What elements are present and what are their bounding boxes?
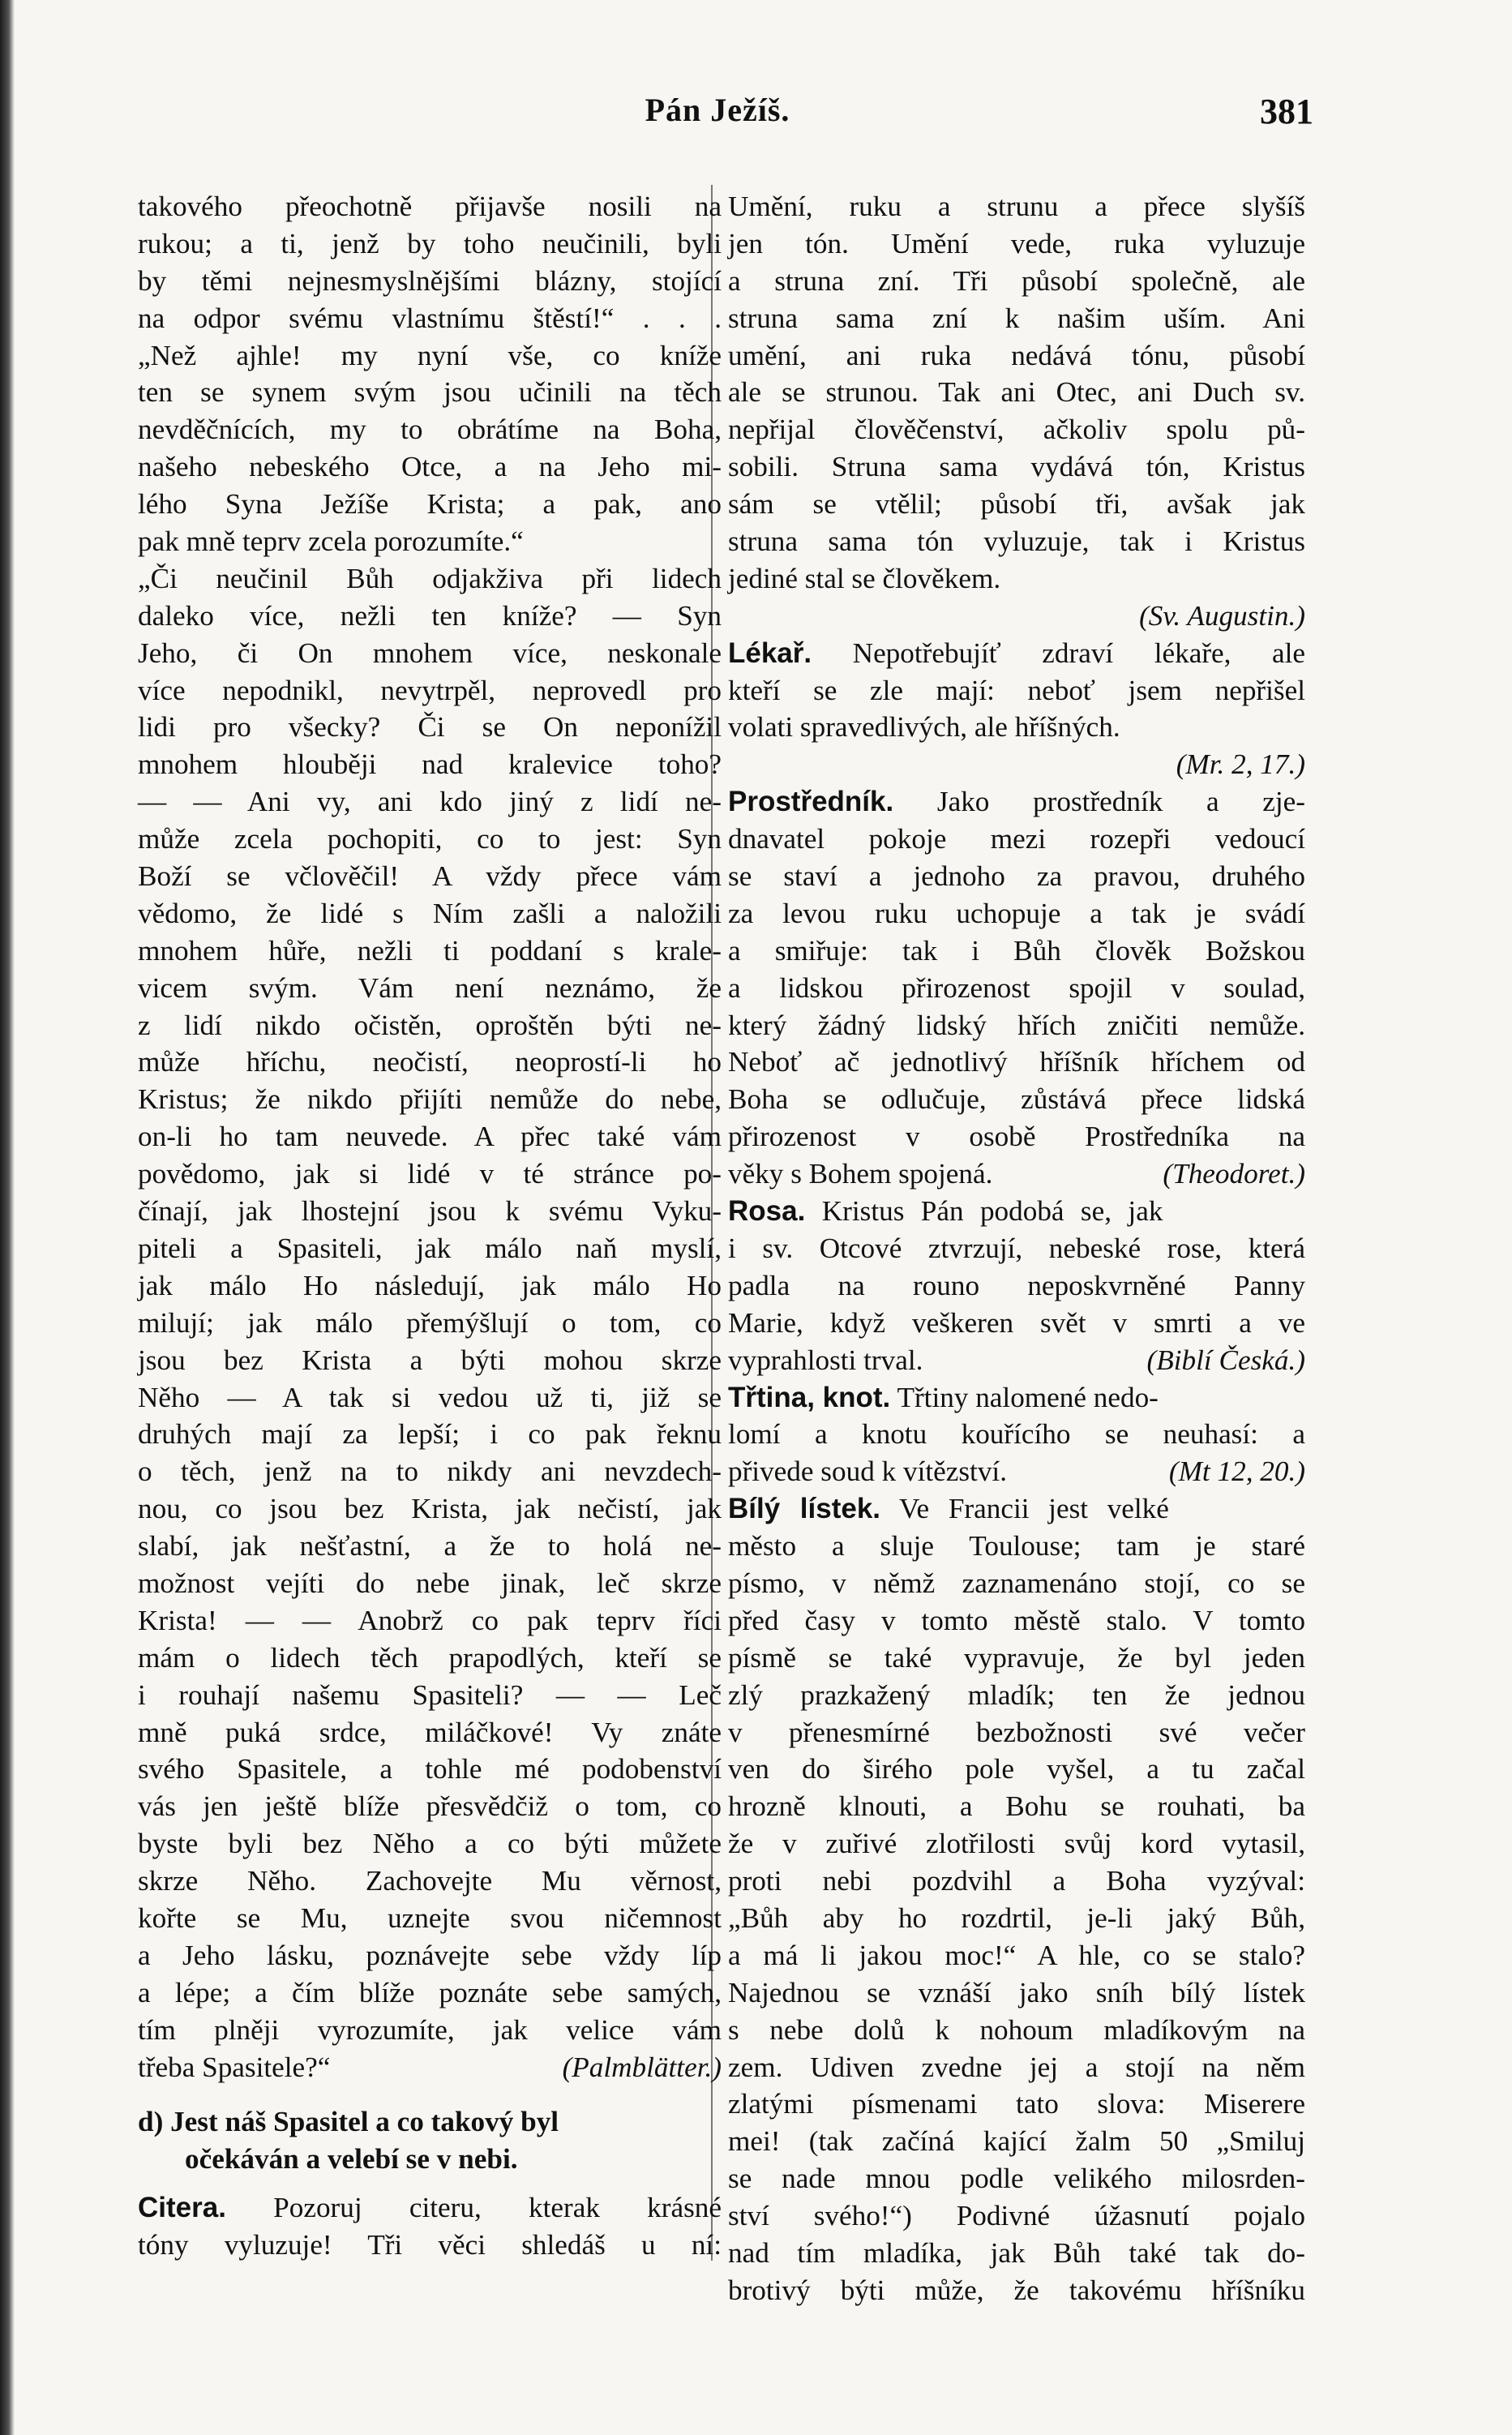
running-title: Pán Ježíš.	[645, 92, 790, 128]
page-edge	[0, 0, 15, 2435]
text-line: sám se vtělil; působí tři, avšak jak	[728, 488, 1305, 521]
citation: (Mt 12, 20.)	[1168, 1455, 1305, 1488]
left-line: čínají, jak lhostejní jsou k svému Vyku-	[138, 1195, 722, 1228]
trtina-first-line	[728, 1379, 1305, 1417]
rosa-term: Rosa.	[728, 1195, 806, 1228]
left-line: Jeho, či On mnohem více, neskonale	[138, 637, 722, 669]
umeni-citation	[728, 598, 1305, 635]
left-line: takového přeochotně přijavše nosili na	[138, 191, 722, 222]
left-line: skrze Něho. Zachovejte Mu věrnost,	[138, 1865, 722, 1897]
left-line: daleko více, nežli ten kníže? — Syn	[138, 599, 722, 632]
left-line: lidi pro všecky? Či se On neponížil	[138, 711, 722, 744]
left-line: byste byli bez Něho a co býti můžete	[138, 1828, 722, 1860]
entry-rosa	[728, 1230, 1305, 1379]
text-line: zlý prazkažený mladík; ten že jednou	[728, 1678, 1305, 1711]
left-line: mnohem hůře, nežli ti poddaní s krale-	[138, 934, 722, 967]
entry-lekar	[728, 672, 1305, 747]
citation: (Biblí Česká.)	[1146, 1344, 1305, 1376]
citation: (Theodoret.)	[1163, 1158, 1305, 1190]
left-line: Něho — A tak si vedou už ti, již se	[138, 1381, 722, 1413]
text-line: Najednou se vznáší jako sníh bílý lístek	[728, 1976, 1305, 2008]
left-line: povědomo, jak si lidé v té stránce po-	[138, 1158, 722, 1190]
listek-first-line	[728, 1490, 1305, 1528]
text-line: ale se strunou. Tak ani Otec, ani Duch sv.	[728, 376, 1305, 409]
text-line: ství svého!“) Podivné úžasnutí pojalo	[728, 2200, 1305, 2232]
left-line: druhých mají za lepší; i co pak řeknu	[138, 1418, 722, 1451]
left-line: i rouhají našemu Spasiteli? — — Leč	[138, 1678, 722, 1711]
right-column	[728, 188, 1305, 2309]
text-line: se nade mnou podle velikého milosrden-	[728, 2163, 1305, 2195]
citera-text: Pozoruj citeru, kterak krásné	[273, 2192, 722, 2224]
text-line: padla na rouno neposkvrněné Panny	[728, 1269, 1305, 1301]
citera-term: Citera.	[138, 2192, 226, 2224]
text-line: volati spravedlivých, ale hříšných.	[728, 711, 1120, 744]
text-line: písmo, v němž zaznamenáno stojí, co se	[728, 1567, 1305, 1599]
spacer	[138, 2086, 722, 2103]
text-line	[728, 1342, 1305, 1379]
left-line: pak mně teprv zcela porozumíte.“	[138, 525, 524, 558]
text-line: město a sluje Toulouse; tam je staré	[728, 1530, 1305, 1563]
text-line: zlatými písmenami tato slova: Miserere	[728, 2088, 1305, 2120]
text-line: a struna zní. Tři působí společně, ale	[728, 264, 1305, 297]
left-line: by těmi nejnesmyslnějšími blázny, stojící	[138, 264, 722, 297]
left-line: Boží se včlověčil! A vždy přece vám	[138, 860, 722, 893]
text-line: sobili. Struna sama vydává tón, Kristus	[728, 451, 1305, 483]
text-line-content: přivede soud k vítězství.	[728, 1455, 1007, 1488]
text-line: za levou ruku uchopuje a tak je svádí	[728, 897, 1305, 929]
left-citation: (Palmblätter.)	[562, 2051, 722, 2083]
left-line: slabí, jak nešťastní, a že to holá ne-	[138, 1530, 722, 1563]
text-line: lomí a knotu kouřícího se neuhasí: a	[728, 1418, 1305, 1451]
citera-line-2: tóny vyluzuje! Tři věci shledáš u ní:	[138, 2229, 722, 2261]
text-line: se staví a jednoho za pravou, druhého	[728, 860, 1305, 893]
text-line: jen tón. Umění vede, ruka vyluzuje	[728, 227, 1305, 259]
left-line: Krista! — — Anobrž co pak teprv říci	[138, 1604, 722, 1636]
left-line: našeho nebeského Otce, a na Jeho mi-	[138, 451, 722, 483]
rosa-first-line	[728, 1193, 1305, 1230]
left-line: ten se synem svým jsou učinili na těch	[138, 376, 722, 409]
entry-prostrednik	[728, 821, 1305, 1193]
left-line: více nepodnikl, nevytrpěl, neprovedl pro	[138, 674, 722, 706]
left-line: a lépe; a čím blíže poznáte sebe samých,	[138, 1976, 722, 2008]
text-line: který žádný lidský hřích zničiti nemůže.	[728, 1009, 1305, 1041]
trtina-first-text: Třtiny nalomené nedo-	[897, 1381, 1159, 1413]
text-line: ven do širého pole vyšel, a tu začal	[728, 1753, 1305, 1786]
text-line: v přenesmírné bezbožnosti své večer	[728, 1716, 1305, 1748]
entry-umeni	[728, 188, 1305, 598]
text-line: Marie, když veškeren svět v smrti a ve	[728, 1306, 1305, 1339]
left-line: mně puká srdce, miláčkové! Vy znáte	[138, 1716, 722, 1748]
rosa-first-text: Kristus Pán podobá se, jak	[821, 1195, 1163, 1228]
left-line: svého Spasitele, a tohle mé podobenství	[138, 1753, 722, 1786]
text-line: a má li jakou moc!“ A hle, co se stalo?	[728, 1939, 1305, 1971]
left-line: vědomo, že lidé s Ním zašli a naložili	[138, 897, 722, 929]
left-line: možnost vejíti do nebe jinak, leč skrze	[138, 1567, 722, 1599]
listek-term: Bílý lístek.	[728, 1493, 881, 1525]
left-line: může zcela pochopiti, co to jest: Syn	[138, 823, 722, 855]
left-text-block	[138, 188, 722, 2049]
spacer	[138, 2178, 722, 2189]
text-line	[728, 1453, 1305, 1490]
text-line: že v zuřivé zlotřilosti svůj kord vytasil,	[728, 1828, 1305, 1860]
text-line: a lidskou přirozenost spojil v soulad,	[728, 971, 1305, 1004]
left-line: o těch, jenž na to nikdy ani nevzdech-	[138, 1455, 722, 1488]
text-line: umění, ani ruka nedává tónu, působí	[728, 339, 1305, 371]
left-line: nou, co jsou bez Krista, jak nečistí, jak	[138, 1493, 722, 1525]
lekar-first-text: Nepotřebujíť zdraví lékaře, ale	[852, 637, 1305, 669]
page-number: 381	[1260, 92, 1313, 131]
left-line: a Jeho lásku, poznávejte sebe vždy líp	[138, 1939, 722, 1971]
text-line: i sv. Otcové ztvrzují, nebeské rose, která	[728, 1232, 1305, 1264]
text-line: jediné stal se člověkem.	[728, 562, 1001, 594]
left-line: milují; jak málo přemýšlují o tom, co	[138, 1306, 722, 1339]
text-line: struna sama tón vyluzuje, tak i Kristus	[728, 525, 1305, 558]
lekar-cite: (Mr. 2, 17.)	[1176, 748, 1305, 781]
left-line: mnohem hlouběji nad kralevice toho?	[138, 748, 722, 781]
prostrednik-term: Prostředník.	[728, 786, 894, 818]
left-line: „Či neučinil Bůh odjakživa při lidech	[138, 562, 722, 594]
text-line: písmě se také vypravuje, že byl jeden	[728, 1641, 1305, 1674]
text-line-content: věky s Bohem spojená.	[728, 1158, 993, 1190]
left-line: on-li ho tam neuvede. A přec také vám	[138, 1121, 722, 1153]
left-last-line	[138, 2049, 722, 2086]
text-line: Umění, ruku a strunu a přece slyšíš	[728, 191, 1305, 222]
text-line: před časy v tomto městě stalo. V tomto	[728, 1604, 1305, 1636]
listek-first-text: Ve Francii jest velké	[899, 1493, 1169, 1525]
text-line: struna sama zní k našim uším. Ani	[728, 302, 1305, 334]
text-line: dnavatel pokoje mezi rozepři vedoucí	[728, 823, 1305, 855]
prostrednik-first-text: Jako prostředník a zje-	[936, 786, 1306, 818]
text-line: přirozenost v osobě Prostředníka na	[728, 1121, 1305, 1153]
left-line: vicem svým. Vám není neznámo, že	[138, 971, 722, 1004]
left-line: — — Ani vy, ani kdo jiný z lidí ne-	[138, 786, 722, 818]
left-column	[138, 188, 722, 2264]
text-line: a smiřuje: tak i Bůh člověk Božskou	[728, 934, 1305, 967]
text-line: hrozně klnouti, a Bohu se rouhati, ba	[728, 1790, 1305, 1823]
left-line: rukou; a ti, jenž by toho neučinili, byli	[138, 227, 722, 259]
left-last-text: třeba Spasitele?“	[138, 2051, 331, 2083]
text-line: zem. Udiven zvedne jej a stojí na něm	[728, 2051, 1305, 2083]
umeni-cite: (Sv. Augustin.)	[1139, 599, 1305, 632]
text-line: kteří se zle mají: neboť jsem nepřišel	[728, 674, 1305, 706]
text-line: s nebe dolů k nohoum mladíkovým na	[728, 2013, 1305, 2046]
left-line: jak málo Ho následují, jak málo Ho	[138, 1269, 722, 1301]
left-line: Kristus; že nikdo přijíti nemůže do nebe,	[138, 1083, 722, 1116]
left-line: na odpor svému vlastnímu štěstí!“ . . .	[138, 302, 722, 334]
trtina-term: Třtina, knot.	[728, 1381, 891, 1413]
entry-trtina	[728, 1416, 1305, 1490]
text-line: Neboť ač jednotlivý hříšník hříchem od	[728, 1046, 1305, 1078]
left-line: jsou bez Krista a býti mohou skrze	[138, 1344, 722, 1376]
entry-listek	[728, 1528, 1305, 2309]
prostrednik-first-line	[728, 783, 1305, 821]
text-line: nepřijal člověčenství, ačkoliv spolu pů-	[728, 414, 1305, 446]
text-line: nad tím mladíka, jak Bůh také tak do-	[728, 2236, 1305, 2269]
page-header	[122, 91, 1313, 139]
left-line: mám o lidech těch prapodlých, kteří se	[138, 1641, 722, 1674]
lekar-first-line	[728, 635, 1305, 672]
left-line: vás jen ještě blíže přesvědčiž o tom, co	[138, 1790, 722, 1823]
text-line-content: vyprahlosti trval.	[728, 1344, 923, 1376]
left-line: tím plněji vyrozumíte, jak velice vám	[138, 2013, 722, 2046]
left-line: „Než ajhle! my nyní vše, co kníže	[138, 339, 722, 371]
section-d-heading-1: d) Jest náš Spasitel a co takový byl	[138, 2106, 559, 2138]
text-line: mei! (tak začíná kající žalm 50 „Smiluj	[728, 2125, 1305, 2158]
lekar-term: Lékař.	[728, 637, 812, 669]
left-line: kořte se Mu, uznejte svou ničemnost	[138, 1901, 722, 1934]
citera-line-1	[138, 2189, 722, 2227]
text-line: „Bůh aby ho rozdrtil, je-li jaký Bůh,	[728, 1901, 1305, 1934]
left-line: nevděčnících, my to obrátíme na Boha,	[138, 414, 722, 446]
text-line: Boha se odlučuje, zůstává přece lidská	[728, 1083, 1305, 1116]
text-line: brotivý býti může, že takovému hříšníku	[728, 2274, 1305, 2306]
left-line: může hříchu, neočistí, neoprostí-li ho	[138, 1046, 722, 1078]
left-line: piteli a Spasiteli, jak málo naň myslí,	[138, 1232, 722, 1264]
section-d-heading-2: očekáván a velebí se v nebi.	[185, 2143, 518, 2176]
lekar-citation	[728, 746, 1305, 783]
text-line	[728, 1155, 1305, 1193]
left-line: z lidí nikdo očistěn, oproštěn býti ne-	[138, 1009, 722, 1041]
left-line: lého Syna Ježíše Krista; a pak, ano	[138, 488, 722, 521]
text-line: proti nebi pozdvihl a Boha vyzýval:	[728, 1865, 1305, 1897]
